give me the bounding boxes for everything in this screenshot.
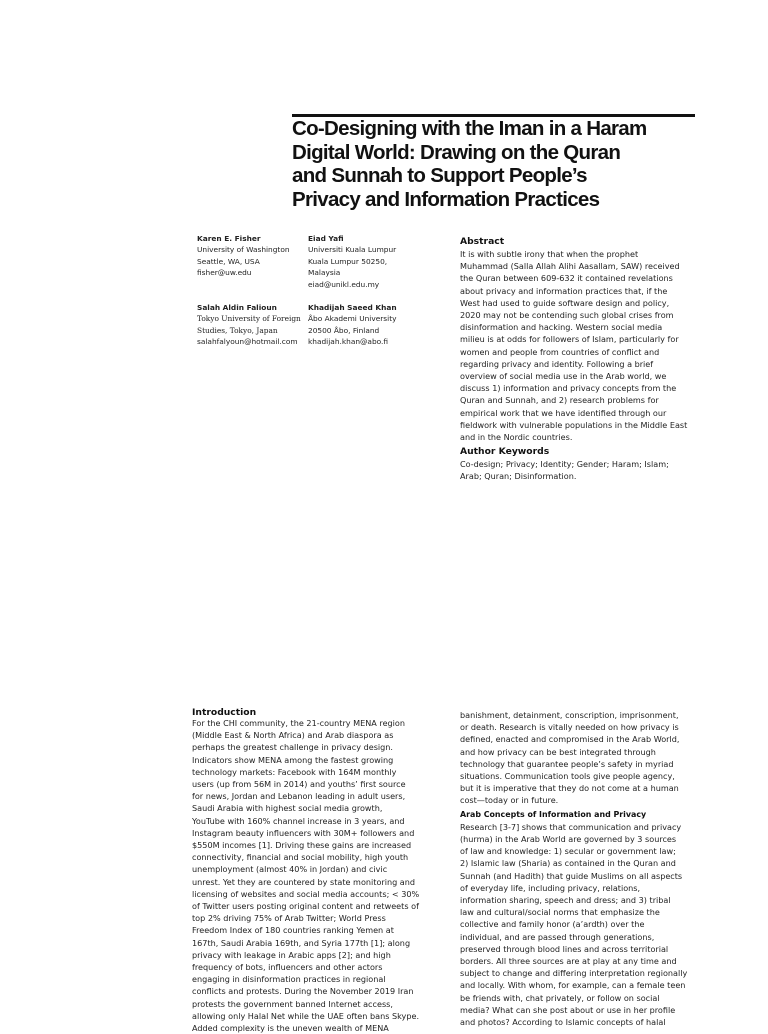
text-line: connectivity, financial and social mobility, high youth [192,852,409,863]
introduction-body [192,717,419,1034]
arab-concepts-subheading: Arab Concepts of Information and Privacy [460,809,647,819]
title-line: Co-Designing with the Iman in a Haram [292,117,647,140]
text-line: of law and knowledge: 1) secular or government law; [460,846,676,857]
text-line: For the CHI community, the 21-country MENA region [192,718,406,728]
author-location: Seattle, WA, USA [197,256,260,266]
author-location: 20500 Åbo, Finland [308,325,380,335]
author-block [197,233,290,279]
author-email: salahfalyoun@hotmail.com [197,337,298,347]
text-line: individual, and are passed through generations, [460,931,655,942]
text-line: (hurma) in the Arab World are governed by 3 sources [460,834,677,845]
text-line: and in the Nordic countries. [460,432,573,443]
text-line: YouTube with 160% channel increase in 3 years, and [192,815,405,826]
text-line: $550M incomes [1]. Driving these gains are increased [192,840,412,851]
author-location: Kuala Lumpur 50250, [308,256,388,266]
author-location: Malaysia [308,268,341,278]
text-line: of Twitter users posting original content and retweets of [192,901,419,912]
title-line: Privacy and Information Practices [292,187,600,211]
text-line: West had used to guide software design and policy, [460,297,670,308]
text-line: licensing of websites and social media accounts; < 30% [192,888,420,899]
text-line: information sharing, speech and dress; and 3) tribal [460,895,671,906]
text-line: privacy with leakage in Arabic apps [2]; and high [192,949,391,960]
author-name: Karen E. Fisher [197,234,261,243]
text-line: women and people from countries of conflict and [460,346,660,357]
text-line: cost—today or in future. [460,795,559,806]
text-line: Arab; Quran; Disinformation. [460,471,577,482]
text-line: top 2% driving 75% of Arab Twitter; World Press [192,913,386,924]
introduction-heading: Introduction [192,707,257,718]
author-block [197,302,301,348]
text-line: and photos? According to Islamic concepts of halal [460,1017,666,1028]
abstract-heading: Abstract [460,236,505,247]
author-block [308,233,396,290]
text-line: unrest. Yet they are countered by state monitoring and [192,876,416,887]
keywords-heading: Author Keywords [460,446,550,457]
text-line: of everyday life, including privacy, relations, [460,882,641,893]
text-line: engaging in disinformation practices in regional [192,974,386,985]
author-affiliation: Tokyo University of Foreign [197,314,301,324]
text-line: perhaps the greatest challenge in privacy design. [192,742,394,753]
author-name: Salah Aldin Falioun [197,303,277,312]
text-line: conflicts and protests. During the November 2019 Iran [192,986,414,997]
right-column-bottom [460,821,687,1028]
text-line: It is with subtle irony that when the prophet [460,249,639,259]
text-line: Quran and Sunnah, and 2) research problems for [460,395,659,406]
text-line: and locally. With whom, for example, can a female teen [460,980,686,991]
author-email: fisher@uw.edu [197,268,252,278]
text-line: allowing only Halal Net while the UAE often bans Skype. [192,1010,420,1021]
text-line: preserved through blood lines and across territorial [460,943,669,954]
text-line: Muhammad (Salla Allah Alihi Aasallam, SAW) received [460,261,680,272]
text-line: Research [3-7] shows that communication and privacy [460,821,682,832]
author-name: Khadijah Saeed Khan [308,303,397,312]
text-line: the Quran between 609-632 it contained revelations [460,273,673,284]
right-column-top [460,709,687,807]
text-line: Added complexity is the uneven wealth of MENA [192,1023,389,1034]
author-affiliation: Åbo Akademi University [308,314,397,324]
text-line: and how privacy can be best integrated through [460,746,656,757]
text-line: milieu is at odds for followers of Islam, particularly for [460,334,679,345]
text-line: media? What can she post about or use in her profile [460,1004,676,1015]
title-line: and Sunnah to Support People’s [292,164,587,187]
text-line: discuss 1) information and privacy concepts from the [460,383,677,394]
text-line: (Middle East & North Africa) and Arab diaspora as [192,730,394,741]
text-line: defined, enacted and compromised in the Arab World, [460,734,680,745]
text-line: frequency of bots, influencers and other actors [192,962,383,973]
author-email: khadijah.khan@abo.fi [308,337,389,347]
text-line: technology markets: Facebook with 164M monthly [192,766,397,777]
title-line: Digital World: Drawing on the Quran [292,140,621,164]
text-line: fieldwork with vulnerable populations in the Middle East [460,419,688,430]
text-line: Freedom Index of 180 countries ranking Yemen at [192,925,394,936]
author-block [308,302,397,348]
text-line: collective and family honor (a’ardth) over the [460,919,645,930]
text-line: users (up from 56M in 2014) and youths’ first source [192,779,406,790]
text-line: but it is imperative that they do not come at a human [460,783,679,794]
text-line: 167th, Saudi Arabia 169th, and Syria 177th [1]; along [192,937,411,948]
right-column [460,709,687,1028]
text-line: overview of social media use in the Arab world, we [460,371,667,382]
text-line: technology that guarantee people’s safety in myriad [460,758,674,769]
text-line: Co-design; Privacy; Identity; Gender; Haram; Islam; [460,459,669,469]
text-line: borders. All three sources are at play at any time and [460,956,677,967]
text-line: about privacy and information practices that, if the [460,285,668,296]
text-line: Saudi Arabia with highest social media growth, [192,803,383,814]
paper-title [292,117,702,211]
text-line: or death. Research is vitally needed on how privacy is [460,722,679,733]
text-line: protests the government banned Internet access, [192,998,393,1009]
text-line: regarding privacy and identity. Following a brief [460,358,654,369]
text-line: empirical work that we have identified through our [460,407,667,418]
abstract-body [460,248,687,443]
text-line: Sunnah (and Hadith) that guide Muslims on all aspects [460,870,683,881]
author-affiliation: University of Washington [197,245,290,255]
text-line: banishment, detainment, conscription, imprisonment, [460,710,679,720]
keywords-body [460,458,669,482]
text-line: for news, Jordan and Lebanon leading in adult users, [192,791,406,802]
author-affiliation: Universiti Kuala Lumpur [308,245,397,255]
text-line: subject to change and differing interpretation regionally [460,968,688,979]
author-name: Eiad Yafi [308,234,344,243]
text-line: 2020 may not be contending such global crises from [460,310,674,321]
text-line: unemployment (almost 40% in Jordan) and civic [192,864,388,875]
text-line: be friends with, chat privately, or follow on social [460,992,660,1003]
text-line: law and cultural/social norms that emphasize the [460,907,660,918]
text-line: 2) Islamic law (Sharia) as contained in the Quran and [460,858,676,869]
author-location: Studies, Tokyo, Japan [197,325,278,335]
text-line: Instagram beauty influencers with 30M+ followers and [192,827,415,838]
text-line: disinformation and hacking. Western social media [460,322,663,333]
text-line: situations. Communication tools give people agency, [460,771,675,782]
text-line: Indicators show MENA among the fastest growing [192,754,394,765]
author-email: eiad@unikl.edu.my [308,279,380,289]
